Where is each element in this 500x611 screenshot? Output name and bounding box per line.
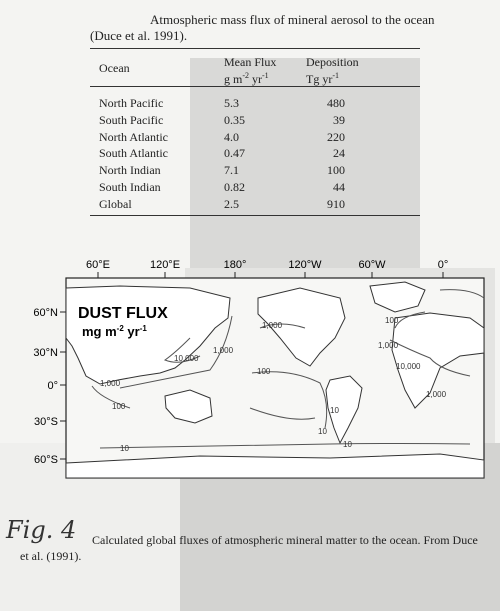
mean-flux-cell: 7.1 bbox=[224, 163, 239, 178]
ocean-cell: North Pacific bbox=[99, 96, 164, 110]
lon-label: 0° bbox=[437, 259, 449, 271]
figure-label: Fig. 4 bbox=[6, 516, 77, 544]
header-ocean: Ocean bbox=[99, 61, 130, 75]
lat-label: 30°N bbox=[33, 347, 58, 359]
header-flux bbox=[224, 56, 276, 86]
table-row bbox=[0, 130, 500, 146]
ocean-cell: North Atlantic bbox=[99, 129, 168, 144]
contour-label: 10 bbox=[343, 440, 352, 449]
lon-label: 120°W bbox=[288, 259, 322, 271]
contour-label: 1,000 bbox=[378, 341, 399, 350]
deposition-cell: 24 bbox=[333, 146, 345, 161]
deposition-cell: 910 bbox=[327, 196, 345, 211]
table-row bbox=[0, 146, 500, 162]
contour-label: 1,000 bbox=[262, 321, 283, 330]
table-row bbox=[0, 180, 500, 196]
table-row bbox=[0, 163, 500, 179]
header-flux-label: Mean Flux bbox=[224, 55, 277, 69]
ocean-cell: South Indian bbox=[99, 180, 161, 194]
table-top-rule bbox=[90, 48, 420, 49]
table-row bbox=[0, 113, 500, 129]
lon-label: 60°E bbox=[86, 259, 110, 271]
ocean-cell: Global bbox=[99, 196, 132, 211]
figure-caption-line1: Calculated global fluxes of atmospheric mineral matter to the ocean. From Duce bbox=[92, 533, 478, 547]
contour-label: 100 bbox=[112, 402, 126, 411]
table-caption-line2: (Duce et al. 1991). bbox=[90, 28, 188, 43]
table-row bbox=[0, 197, 500, 213]
lon-label: 60°W bbox=[358, 259, 386, 271]
lat-label: 60°S bbox=[34, 454, 58, 466]
contour-label: 10 bbox=[318, 427, 327, 436]
table-row bbox=[0, 96, 500, 112]
lon-label: 120°E bbox=[149, 259, 181, 271]
mean-flux-cell: 4.0 bbox=[224, 129, 239, 144]
lat-label: 0° bbox=[47, 380, 58, 392]
contour-label: 1,000 bbox=[426, 390, 447, 399]
header-flux-unit: g $m^{-2}$ $yr^{-1}$ bbox=[224, 71, 269, 86]
deposition-cell: 480 bbox=[327, 96, 345, 110]
contour-label: 10,000 bbox=[174, 354, 199, 363]
header-deposition-unit: Tg $yr^{-1}$ bbox=[306, 71, 339, 86]
deposition-cell: 100 bbox=[327, 163, 345, 178]
deposition-cell: 44 bbox=[333, 180, 345, 194]
lon-label: 180° bbox=[223, 259, 247, 271]
deposition-cell: 220 bbox=[327, 129, 345, 144]
dust-flux-map bbox=[0, 258, 500, 498]
contour-label: 10 bbox=[120, 444, 129, 453]
left-ticks bbox=[60, 312, 66, 459]
mean-flux-cell: 5.3 bbox=[224, 96, 239, 110]
table-caption-line1: Atmospheric mass flux of mineral aerosol to the ocean bbox=[150, 12, 435, 27]
contour-label: 10,000 bbox=[396, 362, 421, 371]
contour-label: 100 bbox=[257, 367, 271, 376]
ocean-cell: North Indian bbox=[99, 163, 161, 178]
top-ticks bbox=[98, 272, 443, 278]
ocean-cell: South Atlantic bbox=[99, 146, 168, 161]
mean-flux-cell: 2.5 bbox=[224, 196, 239, 211]
contour-label: 1,000 bbox=[100, 379, 121, 388]
contour-label: 1,000 bbox=[213, 346, 234, 355]
contour-label: 100 bbox=[385, 316, 399, 325]
header-deposition bbox=[306, 56, 359, 86]
mean-flux-cell: 0.35 bbox=[224, 112, 245, 127]
table-bottom-rule bbox=[90, 215, 420, 216]
deposition-cell: 39 bbox=[333, 112, 345, 127]
header-deposition-label: Deposition bbox=[306, 55, 359, 69]
map-title: DUST FLUX bbox=[78, 305, 168, 322]
ocean-cell: South Pacific bbox=[99, 112, 164, 127]
lat-label: 60°N bbox=[33, 307, 58, 319]
lat-label: 30°S bbox=[34, 416, 58, 428]
map-unit: mg $m^{-2}$ $yr^{-1}$ bbox=[82, 324, 147, 339]
table-header-rule bbox=[90, 86, 420, 87]
contour-label: 10 bbox=[330, 406, 339, 415]
mean-flux-cell: 0.47 bbox=[224, 146, 245, 161]
mean-flux-cell: 0.82 bbox=[224, 180, 245, 194]
figure-caption-line2: et al. (1991). bbox=[20, 549, 82, 563]
